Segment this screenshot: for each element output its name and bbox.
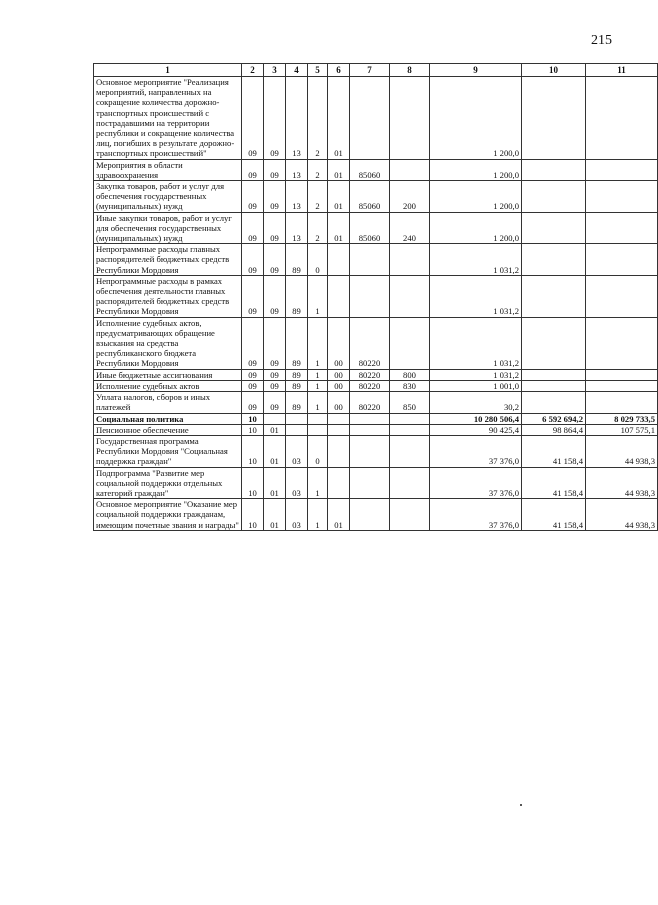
table-cell: 1 xyxy=(308,369,328,380)
table-cell: 37 376,0 xyxy=(430,499,522,531)
column-header: 4 xyxy=(286,64,308,77)
table-cell xyxy=(390,467,430,499)
table-cell xyxy=(522,317,586,369)
table-cell: 10 280 506,4 xyxy=(430,413,522,424)
table-cell: 09 xyxy=(264,380,286,391)
table-cell: 98 864,4 xyxy=(522,424,586,435)
column-header: 8 xyxy=(390,64,430,77)
table-cell: 41 158,4 xyxy=(522,467,586,499)
table-cell: 89 xyxy=(286,317,308,369)
table-cell xyxy=(286,424,308,435)
table-cell: 44 938,3 xyxy=(586,435,658,467)
column-header: 7 xyxy=(350,64,390,77)
table-cell xyxy=(522,212,586,244)
table-cell xyxy=(350,424,390,435)
table-cell: 09 xyxy=(242,159,264,180)
table-row xyxy=(94,212,658,244)
table-cell: 37 376,0 xyxy=(430,435,522,467)
table-cell xyxy=(308,424,328,435)
table-cell: 1 xyxy=(308,380,328,391)
table-cell: 09 xyxy=(242,369,264,380)
table-cell: 830 xyxy=(390,380,430,391)
table-cell: 1 200,0 xyxy=(430,77,522,160)
table-cell: 13 xyxy=(286,212,308,244)
table-cell: 1 031,2 xyxy=(430,275,522,317)
table-cell xyxy=(350,244,390,276)
table-row xyxy=(94,380,658,391)
table-cell xyxy=(586,77,658,160)
table-cell: 200 xyxy=(390,181,430,213)
table-cell xyxy=(522,159,586,180)
table-cell: 1 001,0 xyxy=(430,380,522,391)
table-cell: 2 xyxy=(308,181,328,213)
row-name-cell: Основное мероприятие "Реализация мероприятий, направленных на сокращение количества дорожно-транспортных происшествий с пострадавшими на территории республики и сокращение количества лиц, погибших в результате дорожно-транспортных происшествий" xyxy=(94,77,242,160)
table-cell: 80220 xyxy=(350,317,390,369)
table-cell xyxy=(328,244,350,276)
table-cell xyxy=(522,244,586,276)
table-cell: 89 xyxy=(286,275,308,317)
table-cell xyxy=(350,499,390,531)
table-cell: 01 xyxy=(328,212,350,244)
table-cell xyxy=(586,159,658,180)
table-cell xyxy=(328,424,350,435)
table-cell: 89 xyxy=(286,392,308,413)
table-cell: 6 592 694,2 xyxy=(522,413,586,424)
table-cell: 01 xyxy=(264,499,286,531)
table-row xyxy=(94,275,658,317)
table-cell: 10 xyxy=(242,435,264,467)
table-cell: 13 xyxy=(286,77,308,160)
table-cell: 00 xyxy=(328,380,350,391)
table-cell xyxy=(390,435,430,467)
table-cell: 37 376,0 xyxy=(430,467,522,499)
table-cell: 240 xyxy=(390,212,430,244)
column-header: 9 xyxy=(430,64,522,77)
table-cell: 09 xyxy=(242,77,264,160)
table-cell: 09 xyxy=(264,159,286,180)
table-cell: 107 575,1 xyxy=(586,424,658,435)
table-cell xyxy=(350,467,390,499)
table-cell: 09 xyxy=(264,181,286,213)
table-cell xyxy=(586,275,658,317)
table-row xyxy=(94,424,658,435)
table-cell: 1 200,0 xyxy=(430,212,522,244)
table-cell xyxy=(350,77,390,160)
table-cell: 80220 xyxy=(350,392,390,413)
table-row xyxy=(94,181,658,213)
table-cell: 800 xyxy=(390,369,430,380)
row-name-cell: Непрограммные расходы главных распорядителей бюджетных средств Республики Мордовия xyxy=(94,244,242,276)
table-cell: 85060 xyxy=(350,159,390,180)
table-row xyxy=(94,369,658,380)
table-cell: 1 xyxy=(308,275,328,317)
table-row xyxy=(94,499,658,531)
table-cell: 13 xyxy=(286,159,308,180)
table-cell xyxy=(522,275,586,317)
column-header: 2 xyxy=(242,64,264,77)
table-cell: 09 xyxy=(264,317,286,369)
table-cell xyxy=(350,435,390,467)
table-cell: 03 xyxy=(286,467,308,499)
row-name-cell: Подпрограмма "Развитие мер социальной поддержки отдельных категорий граждан" xyxy=(94,467,242,499)
column-header: 11 xyxy=(586,64,658,77)
table-cell: 03 xyxy=(286,435,308,467)
table-cell xyxy=(522,392,586,413)
table-cell xyxy=(390,499,430,531)
row-name-cell: Социальная политика xyxy=(94,413,242,424)
table-cell xyxy=(390,244,430,276)
table-cell: 09 xyxy=(264,244,286,276)
table-cell: 90 425,4 xyxy=(430,424,522,435)
table-cell xyxy=(390,275,430,317)
table-cell: 09 xyxy=(242,380,264,391)
table-cell: 09 xyxy=(264,212,286,244)
table-cell: 2 xyxy=(308,77,328,160)
table-cell xyxy=(522,77,586,160)
column-header: 5 xyxy=(308,64,328,77)
table-cell: 41 158,4 xyxy=(522,499,586,531)
table-cell xyxy=(522,380,586,391)
table-cell xyxy=(390,424,430,435)
table-cell: 09 xyxy=(264,275,286,317)
table-cell xyxy=(390,159,430,180)
table-row xyxy=(94,413,658,424)
table-cell: 09 xyxy=(264,369,286,380)
table-cell: 01 xyxy=(264,424,286,435)
table-cell xyxy=(586,369,658,380)
table-cell xyxy=(328,275,350,317)
table-cell: 00 xyxy=(328,392,350,413)
row-name-cell: Мероприятия в области здравоохранения xyxy=(94,159,242,180)
table-cell: 10 xyxy=(242,467,264,499)
table-cell: 1 xyxy=(308,467,328,499)
table-cell: 850 xyxy=(390,392,430,413)
table-cell: 1 031,2 xyxy=(430,369,522,380)
table-cell xyxy=(286,413,308,424)
table-cell xyxy=(586,317,658,369)
table-cell xyxy=(522,369,586,380)
table-cell xyxy=(328,435,350,467)
table-cell: 09 xyxy=(242,275,264,317)
table-cell xyxy=(390,317,430,369)
table-cell xyxy=(390,413,430,424)
row-name-cell: Непрограммные расходы в рамках обеспечения деятельности главных распорядителей бюджетных средств Республики Мордовия xyxy=(94,275,242,317)
table-cell: 09 xyxy=(264,392,286,413)
header-row xyxy=(94,64,658,77)
row-name-cell: Уплата налогов, сборов и иных платежей xyxy=(94,392,242,413)
table-cell xyxy=(586,181,658,213)
table-cell xyxy=(328,413,350,424)
row-name-cell: Исполнение судебных актов xyxy=(94,380,242,391)
column-header: 6 xyxy=(328,64,350,77)
row-name-cell: Иные закупки товаров, работ и услуг для обеспечения государственных (муниципальных) нужд xyxy=(94,212,242,244)
table-cell: 2 xyxy=(308,159,328,180)
table-cell: 10 xyxy=(242,413,264,424)
table-cell: 0 xyxy=(308,244,328,276)
table-cell: 10 xyxy=(242,424,264,435)
table-cell: 85060 xyxy=(350,181,390,213)
table-cell: 01 xyxy=(328,181,350,213)
row-name-cell: Исполнение судебных актов, предусматривающих обращение взыскания на средства республиканского бюджета Республики Мордовия xyxy=(94,317,242,369)
scan-dot xyxy=(520,804,522,806)
table-cell: 1 xyxy=(308,317,328,369)
table-cell xyxy=(586,212,658,244)
table-cell: 1 031,2 xyxy=(430,244,522,276)
column-header: 1 xyxy=(94,64,242,77)
table-cell: 01 xyxy=(328,499,350,531)
table-cell xyxy=(586,392,658,413)
table-row xyxy=(94,435,658,467)
table-cell: 09 xyxy=(242,212,264,244)
table-cell: 01 xyxy=(264,435,286,467)
table-cell: 0 xyxy=(308,435,328,467)
table-cell xyxy=(328,467,350,499)
table-cell xyxy=(390,77,430,160)
table-row xyxy=(94,244,658,276)
table-row xyxy=(94,159,658,180)
table-cell xyxy=(586,244,658,276)
table-cell: 09 xyxy=(242,181,264,213)
table-cell xyxy=(264,413,286,424)
table-cell: 1 xyxy=(308,392,328,413)
table-cell: 01 xyxy=(328,77,350,160)
table-cell: 44 938,3 xyxy=(586,499,658,531)
row-name-cell: Основное мероприятие "Оказание мер социальной поддержки гражданам, имеющим почетные звания и награды" xyxy=(94,499,242,531)
table-cell: 41 158,4 xyxy=(522,435,586,467)
table-cell: 09 xyxy=(264,77,286,160)
column-header: 10 xyxy=(522,64,586,77)
table-cell: 1 200,0 xyxy=(430,181,522,213)
table-row xyxy=(94,77,658,160)
table-cell: 13 xyxy=(286,181,308,213)
table-cell: 30,2 xyxy=(430,392,522,413)
budget-table xyxy=(93,63,658,531)
row-name-cell: Пенсионное обеспечение xyxy=(94,424,242,435)
table-cell: 80220 xyxy=(350,369,390,380)
column-header: 3 xyxy=(264,64,286,77)
row-name-cell: Иные бюджетные ассигнования xyxy=(94,369,242,380)
table-cell: 1 031,2 xyxy=(430,317,522,369)
table-cell xyxy=(350,413,390,424)
table-cell: 80220 xyxy=(350,380,390,391)
table-cell: 85060 xyxy=(350,212,390,244)
table-cell: 01 xyxy=(264,467,286,499)
table-cell: 09 xyxy=(242,392,264,413)
table-cell: 89 xyxy=(286,380,308,391)
page-number: 215 xyxy=(591,33,612,48)
table-cell: 2 xyxy=(308,212,328,244)
row-name-cell: Закупка товаров, работ и услуг для обеспечения государственных (муниципальных) нужд xyxy=(94,181,242,213)
table-cell: 1 200,0 xyxy=(430,159,522,180)
table-cell xyxy=(586,380,658,391)
table-cell: 00 xyxy=(328,317,350,369)
row-name-cell: Государственная программа Республики Мордовия "Социальная поддержка граждан" xyxy=(94,435,242,467)
table-cell xyxy=(350,275,390,317)
table-cell: 8 029 733,5 xyxy=(586,413,658,424)
table-cell: 89 xyxy=(286,369,308,380)
table-cell: 09 xyxy=(242,317,264,369)
table-row xyxy=(94,392,658,413)
table-row xyxy=(94,317,658,369)
table-cell: 1 xyxy=(308,499,328,531)
table-cell: 01 xyxy=(328,159,350,180)
table-cell: 44 938,3 xyxy=(586,467,658,499)
table-cell xyxy=(522,181,586,213)
table-cell: 10 xyxy=(242,499,264,531)
table-cell: 00 xyxy=(328,369,350,380)
table-cell: 03 xyxy=(286,499,308,531)
table-cell: 09 xyxy=(242,244,264,276)
table-cell: 89 xyxy=(286,244,308,276)
table-cell xyxy=(308,413,328,424)
table-row xyxy=(94,467,658,499)
